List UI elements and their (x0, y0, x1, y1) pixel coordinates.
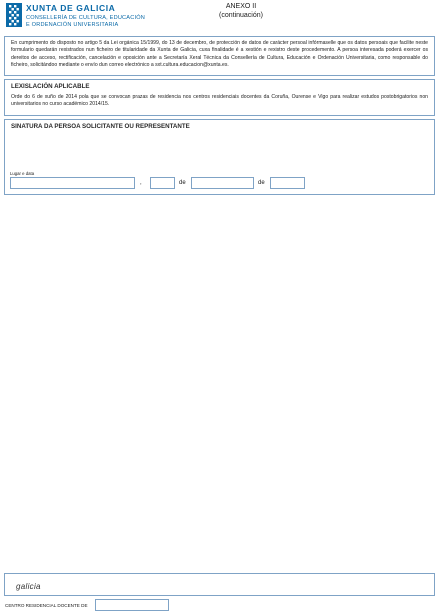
privacy-notice-box (4, 36, 435, 76)
month-field[interactable] (191, 177, 254, 189)
logo-subtitle-line1: CONSELLERÍA DE CULTURA, EDUCACIÓN (26, 15, 146, 21)
day-field[interactable] (150, 177, 175, 189)
de-separator-1: de (179, 180, 186, 186)
footer-brand-box (4, 573, 435, 596)
legislation-text: Orde do 6 de xuño de 2014 pola que se convocan prazas de residencia nos centros residenciais docentes da Coruña, Ourense e Vigo para realizar estudos postobrigatorios non universitarios no curso académico 2014/15. (11, 94, 428, 108)
de-separator-2: de (258, 180, 265, 186)
legislation-title: LEXISLACIÓN APLICABLE (11, 83, 90, 90)
xunta-logo-icon (6, 3, 22, 27)
place-date-label: Lugar e data (10, 171, 35, 176)
page-header (6, 3, 436, 33)
logo-title: XUNTA DE GALICIA (26, 3, 116, 13)
privacy-notice-text: En cumprimento do disposto no artigo 5 da Lei orgánica 15/1999, do 13 de decembro, de protección de datos de carácter persoal infórmaselle que os datos persoais que facilite neste formulario quedarán rexistrados nun ficheiro de titularidade da Xunta de Galicia, cuxa finalidade é a xestión e rexistro deste procedemento. A persoa interesada poderá exercer os dereitos de acceso, rectificación, cancelación e oposición ante a Secretaría Xeral Técnica da Consellería de Cultura, Educación e Ordenación Universitaria, como responsable do ficheiro, solicitándoo mediante o envío dun correo electrónico a sxt.cultura.educacion@xunta.es. (11, 40, 428, 68)
legislation-box (4, 79, 435, 116)
year-field[interactable] (270, 177, 305, 189)
galicia-brand-logo: galicia (16, 582, 41, 591)
logo-subtitle-line2: E ORDENACIÓN UNIVERSITARIA (26, 22, 119, 28)
annex-subtitle: (continuación) (219, 12, 263, 19)
annex-title: ANEXO II (225, 3, 257, 10)
signature-title: SINATURA DA PERSOA SOLICITANTE OU REPRESENTANTE (11, 123, 190, 130)
centre-label: CENTRO RESIDENCIAL DOCENTE DE (5, 603, 88, 608)
place-field[interactable] (10, 177, 135, 189)
centre-field[interactable] (95, 599, 169, 611)
comma-separator: , (140, 180, 142, 186)
